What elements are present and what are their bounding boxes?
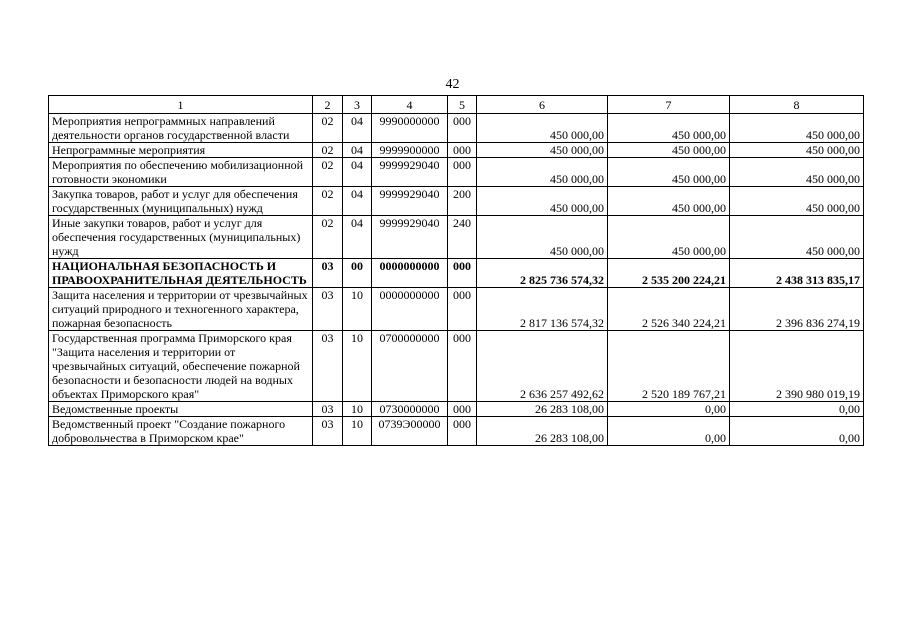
row-expense-type: 000 bbox=[448, 158, 477, 187]
row-amount-col8: 0,00 bbox=[730, 402, 864, 417]
row-amount-col8: 2 390 980 019,19 bbox=[730, 331, 864, 402]
row-target-article: 0739Э00000 bbox=[372, 417, 448, 446]
row-name: Мероприятия непрограммных направлений деятельности органов государственной власти bbox=[49, 114, 313, 143]
row-expense-type: 000 bbox=[448, 288, 477, 331]
row-amount-col6: 450 000,00 bbox=[477, 187, 608, 216]
header-cell: 5 bbox=[448, 96, 477, 114]
row-amount-col6: 450 000,00 bbox=[477, 114, 608, 143]
row-amount-col7: 2 526 340 224,21 bbox=[608, 288, 730, 331]
row-amount-col6: 2 825 736 574,32 bbox=[477, 259, 608, 288]
page-number: 42 bbox=[445, 77, 460, 92]
row-amount-col8: 450 000,00 bbox=[730, 158, 864, 187]
row-amount-col8: 450 000,00 bbox=[730, 187, 864, 216]
row-amount-col7: 450 000,00 bbox=[608, 187, 730, 216]
table-row bbox=[49, 158, 864, 187]
row-expense-type: 000 bbox=[448, 402, 477, 417]
row-amount-col6: 450 000,00 bbox=[477, 158, 608, 187]
row-subsection-code: 10 bbox=[343, 331, 372, 402]
row-amount-col8: 2 438 313 835,17 bbox=[730, 259, 864, 288]
row-target-article: 9990000000 bbox=[372, 114, 448, 143]
row-section-code: 03 bbox=[313, 402, 343, 417]
row-target-article: 9999929040 bbox=[372, 216, 448, 259]
row-section-code: 03 bbox=[313, 417, 343, 446]
row-target-article: 9999929040 bbox=[372, 158, 448, 187]
row-name: Ведомственный проект "Создание пожарного добровольчества в Приморском крае" bbox=[49, 417, 313, 446]
row-subsection-code: 10 bbox=[343, 402, 372, 417]
table-row bbox=[49, 216, 864, 259]
row-amount-col7: 2 535 200 224,21 bbox=[608, 259, 730, 288]
row-target-article: 0000000000 bbox=[372, 288, 448, 331]
row-name: НАЦИОНАЛЬНАЯ БЕЗОПАСНОСТЬ И ПРАВООХРАНИТЕЛЬНАЯ ДЕЯТЕЛЬНОСТЬ bbox=[49, 259, 313, 288]
row-section-code: 03 bbox=[313, 331, 343, 402]
row-subsection-code: 04 bbox=[343, 143, 372, 158]
row-subsection-code: 00 bbox=[343, 259, 372, 288]
table-row bbox=[49, 402, 864, 417]
row-expense-type: 000 bbox=[448, 114, 477, 143]
table-row bbox=[49, 143, 864, 158]
row-expense-type: 000 bbox=[448, 331, 477, 402]
header-cell: 3 bbox=[343, 96, 372, 114]
row-subsection-code: 04 bbox=[343, 216, 372, 259]
row-subsection-code: 04 bbox=[343, 158, 372, 187]
row-amount-col7: 450 000,00 bbox=[608, 216, 730, 259]
table-row bbox=[49, 114, 864, 143]
row-amount-col6: 450 000,00 bbox=[477, 143, 608, 158]
row-name: Мероприятия по обеспечению мобилизационной готовности экономики bbox=[49, 158, 313, 187]
row-amount-col7: 450 000,00 bbox=[608, 114, 730, 143]
row-section-code: 02 bbox=[313, 216, 343, 259]
row-amount-col6: 26 283 108,00 bbox=[477, 417, 608, 446]
row-amount-col6: 2 817 136 574,32 bbox=[477, 288, 608, 331]
table-row bbox=[49, 288, 864, 331]
row-amount-col6: 26 283 108,00 bbox=[477, 402, 608, 417]
header-cell: 2 bbox=[313, 96, 343, 114]
row-amount-col8: 2 396 836 274,19 bbox=[730, 288, 864, 331]
header-cell: 6 bbox=[477, 96, 608, 114]
table-row bbox=[49, 187, 864, 216]
row-name: Иные закупки товаров, работ и услуг для обеспечения государственных (муниципальных) нужд bbox=[49, 216, 313, 259]
row-name: Государственная программа Приморского края "Защита населения и территории от чрезвычайных ситуаций, обеспечение пожарной безопасности и безопасности людей на водных объектах Приморского края" bbox=[49, 331, 313, 402]
row-amount-col6: 450 000,00 bbox=[477, 216, 608, 259]
row-amount-col6: 2 636 257 492,62 bbox=[477, 331, 608, 402]
row-amount-col8: 450 000,00 bbox=[730, 114, 864, 143]
row-section-code: 02 bbox=[313, 187, 343, 216]
row-name: Закупка товаров, работ и услуг для обеспечения государственных (муниципальных) нужд bbox=[49, 187, 313, 216]
row-name: Ведомственные проекты bbox=[49, 402, 313, 417]
row-section-code: 03 bbox=[313, 259, 343, 288]
row-subsection-code: 04 bbox=[343, 187, 372, 216]
row-target-article: 9999929040 bbox=[372, 187, 448, 216]
table-row bbox=[49, 259, 864, 288]
header-cell: 8 bbox=[730, 96, 864, 114]
row-expense-type: 000 bbox=[448, 143, 477, 158]
row-section-code: 02 bbox=[313, 158, 343, 187]
table-body bbox=[49, 114, 864, 446]
header-cell: 1 bbox=[49, 96, 313, 114]
row-target-article: 0730000000 bbox=[372, 402, 448, 417]
row-subsection-code: 10 bbox=[343, 417, 372, 446]
row-amount-col7: 450 000,00 bbox=[608, 143, 730, 158]
row-amount-col8: 450 000,00 bbox=[730, 216, 864, 259]
row-amount-col8: 0,00 bbox=[730, 417, 864, 446]
row-amount-col8: 450 000,00 bbox=[730, 143, 864, 158]
row-amount-col7: 0,00 bbox=[608, 402, 730, 417]
table-header-row bbox=[49, 96, 864, 114]
budget-table bbox=[48, 95, 864, 446]
row-name: Непрограммные мероприятия bbox=[49, 143, 313, 158]
row-target-article: 0000000000 bbox=[372, 259, 448, 288]
row-name: Защита населения и территории от чрезвычайных ситуаций природного и техногенного характера, пожарная безопасность bbox=[49, 288, 313, 331]
row-subsection-code: 10 bbox=[343, 288, 372, 331]
row-section-code: 03 bbox=[313, 288, 343, 331]
row-amount-col7: 0,00 bbox=[608, 417, 730, 446]
row-expense-type: 000 bbox=[448, 417, 477, 446]
row-amount-col7: 450 000,00 bbox=[608, 158, 730, 187]
row-expense-type: 240 bbox=[448, 216, 477, 259]
row-expense-type: 200 bbox=[448, 187, 477, 216]
row-expense-type: 000 bbox=[448, 259, 477, 288]
row-section-code: 02 bbox=[313, 114, 343, 143]
row-target-article: 0700000000 bbox=[372, 331, 448, 402]
header-cell: 7 bbox=[608, 96, 730, 114]
row-section-code: 02 bbox=[313, 143, 343, 158]
header-cell: 4 bbox=[372, 96, 448, 114]
row-amount-col7: 2 520 189 767,21 bbox=[608, 331, 730, 402]
row-target-article: 9999900000 bbox=[372, 143, 448, 158]
table-row bbox=[49, 417, 864, 446]
row-subsection-code: 04 bbox=[343, 114, 372, 143]
table-row bbox=[49, 331, 864, 402]
